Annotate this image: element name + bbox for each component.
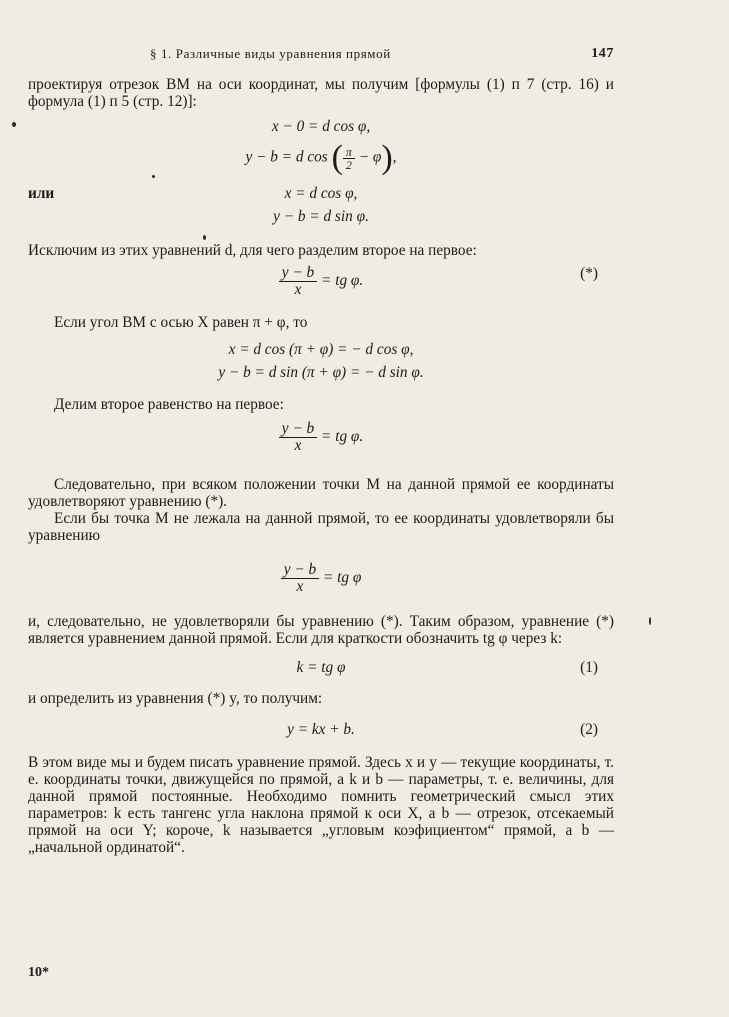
equation-text: y − b = d sin (π + φ) = − d sin φ. — [218, 364, 424, 381]
equation — [28, 265, 614, 298]
scan-speck — [152, 175, 155, 178]
left-paren: ( — [331, 139, 343, 176]
equation-label: (2) — [580, 721, 598, 738]
paragraph: В этом виде мы и будем писать уравнение прямой. Здесь x и y — текущие координаты, т. е. координаты точки, движущейся по прямой, а k и b — параметры, т. е. величины, для данной прямой постоянные. Необходимо помнить геометрический смысл этих параметров: k есть тангенс угла наклона прямой к оси X, а b — отрезок, отсекаемый прямой на оси Y; короче, k называется „угловым коэфициентом“ прямой, а b — „начальной ординатой“. — [28, 754, 614, 856]
paragraph: Исключим из этих уравнений d, для чего разделим второе на первое: — [28, 242, 477, 259]
equation-text: x = d cos φ, — [284, 185, 358, 202]
fraction-denominator: x — [294, 437, 302, 454]
equation-rhs: = tg φ. — [317, 428, 364, 446]
equation — [28, 659, 614, 676]
equation — [28, 141, 614, 175]
paragraph: Если угол BM с осью X равен π + φ, то — [54, 314, 308, 331]
equation — [28, 185, 614, 202]
paragraph: Если бы точка M не лежала на данной прямой, то ее координаты удовлетворяли бы уравнению — [28, 510, 614, 544]
section-title: § 1. Различные виды уравнения прямой — [150, 46, 391, 61]
fraction-numerator: y − b — [281, 562, 319, 579]
paragraph: проектируя отрезок BM на оси координат, мы получим [формулы (1) п 7 (стр. 16) и формула (1) п 5 (стр. 12)]: — [28, 76, 614, 110]
paragraph: и, следовательно, не удовлетворяли бы уравнению (*). Таким образом, уравнение (*) является уравнением данной прямой. Если для краткости обозначить tg φ через k: — [28, 613, 614, 647]
paragraph: Делим второе равенство на первое: — [54, 396, 284, 413]
equation-inner: − φ — [354, 148, 382, 166]
fraction-numerator: π — [343, 146, 355, 159]
equation-rhs: = tg φ. — [317, 272, 364, 290]
equation-text: k = tg φ — [296, 659, 346, 676]
equation — [28, 341, 614, 358]
equation-text: y − b = d sin φ. — [273, 208, 369, 225]
fraction-numerator: y − b — [279, 421, 317, 438]
scan-speck — [12, 122, 16, 127]
equation — [28, 562, 614, 595]
equation-rhs: = tg φ — [319, 569, 362, 587]
page-number: 147 — [591, 46, 614, 61]
equation-end: , — [392, 148, 397, 166]
paragraph: Следовательно, при всяком положении точки M на данной прямой ее координаты удовлетворяют уравнению (*). — [28, 476, 614, 510]
equation-connector: или — [28, 185, 55, 202]
text-body — [28, 76, 614, 856]
fraction — [279, 421, 317, 454]
scan-speck — [649, 617, 651, 625]
equation — [28, 208, 614, 225]
fraction — [343, 146, 355, 171]
fraction — [279, 265, 317, 298]
signature-mark: 10* — [28, 965, 49, 980]
paragraph: и определить из уравнения (*) y, то получим: — [28, 690, 323, 707]
equation — [28, 364, 614, 381]
equation-label: (1) — [580, 659, 598, 676]
scan-speck — [203, 235, 206, 240]
equation — [28, 421, 614, 454]
equation-text: x = d cos (π + φ) = − d cos φ, — [228, 341, 414, 358]
equation-lhs: y − b = d cos — [245, 148, 332, 166]
fraction-denominator: x — [294, 281, 302, 298]
right-paren: ) — [381, 139, 393, 176]
fraction — [281, 562, 319, 595]
equation-text: y = kx + b. — [287, 721, 355, 738]
fraction-denominator: x — [296, 578, 304, 595]
fraction-numerator: y − b — [279, 265, 317, 282]
equation — [28, 118, 614, 135]
equation-label: (*) — [580, 265, 598, 282]
equation — [28, 721, 614, 738]
equation-text: x − 0 = d cos φ, — [271, 118, 371, 135]
fraction-denominator: 2 — [345, 157, 352, 172]
